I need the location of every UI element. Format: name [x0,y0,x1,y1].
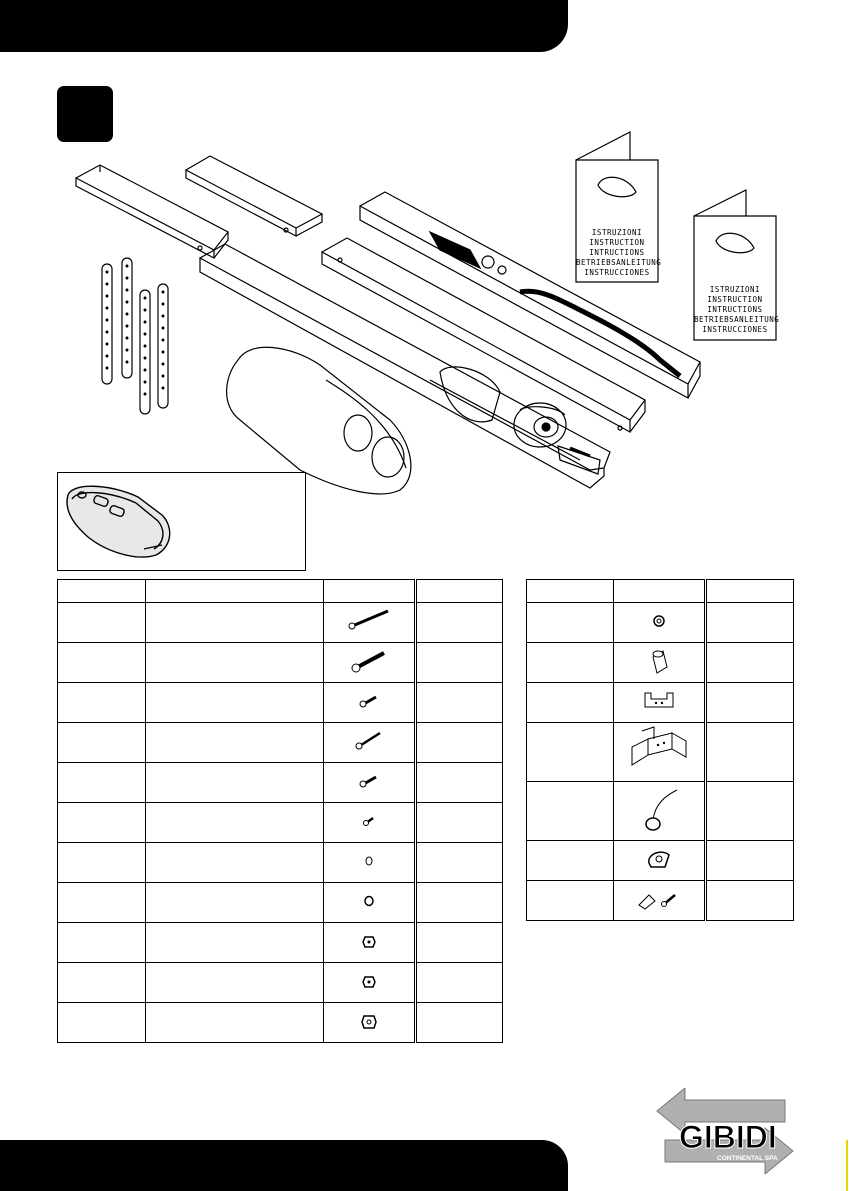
strip-holes [106,265,165,396]
ring-icon [629,605,689,635]
hardware-table-left [57,579,503,1043]
table-row [527,643,794,683]
manual-2-text [694,285,780,335]
svg-text:CONTINENTAL SPA: CONTINENTAL SPA [717,1155,778,1162]
table-row [58,803,503,843]
manual-line: INSTRUCTION [589,238,645,247]
bolt-icon [344,645,394,675]
table-row [527,603,794,643]
manual-line: BETRIEBSANLEITUNG [694,315,780,324]
table-header [415,580,502,603]
table-row [58,843,503,883]
manual-line: ISTRUZIONI [591,228,643,237]
release-knob-icon [629,784,689,834]
svg-text:GIBIDI: GIBIDI [679,1119,777,1155]
bracket-icon [629,685,689,715]
manual-line: INTRUCTIONS [707,305,763,314]
table-row [58,683,503,723]
nut-icon [344,925,394,955]
remote-control-box [57,472,306,571]
table-header-row [527,580,794,603]
nut-icon [344,965,394,995]
manual-line: ISTRUZIONI [709,285,761,294]
table-row [527,723,794,782]
long-screw-icon [344,725,394,755]
table-row [527,782,794,841]
screw-icon [344,685,394,715]
table-header [146,580,324,603]
footer-accent-line [846,1140,848,1191]
table-header [323,580,415,603]
double-bracket-icon [624,725,694,775]
rail-segment-short-1 [76,165,228,258]
table-row [58,883,503,923]
table-row [58,643,503,683]
table-header [527,580,614,603]
logo-arrows-icon [655,1088,795,1174]
table-row [527,683,794,723]
screw-icon [344,765,394,795]
manual-1-text [576,228,662,278]
manual-line: INTRUCTIONS [589,248,645,257]
table-row [58,963,503,1003]
rail-with-chain-1 [360,192,700,398]
clamp-icon [629,843,689,873]
rail-segment-short-2 [186,156,322,236]
table-header-row [58,580,503,603]
table-row [58,763,503,803]
table-row [58,1003,503,1043]
small-screw-icon [344,805,394,835]
table-row [527,841,794,881]
footer-bar [0,1140,568,1191]
manual-line: INSTRUCCIONES [702,325,768,334]
manual-line: INSTRUCTION [707,295,763,304]
spacer-icon [629,645,689,675]
table-row [58,603,503,643]
table-header [58,580,146,603]
table-header [614,580,706,603]
manual-line: BETRIEBSANLEITUNG [576,258,662,267]
table-row [58,723,503,763]
plug-screw-icon [629,883,689,913]
locknut-icon [344,1005,394,1035]
manual-line: INSTRUCCIONES [584,268,650,277]
long-bolt-icon [344,605,394,635]
perforated-strip-1 [102,258,168,414]
hardware-table-right [526,579,794,921]
table-header [705,580,793,603]
remote-control-icon [58,473,305,570]
washer-icon [344,885,394,915]
gibidi-logo [655,1088,795,1174]
table-row [58,923,503,963]
washer-small-icon [344,845,394,875]
table-row [527,881,794,921]
